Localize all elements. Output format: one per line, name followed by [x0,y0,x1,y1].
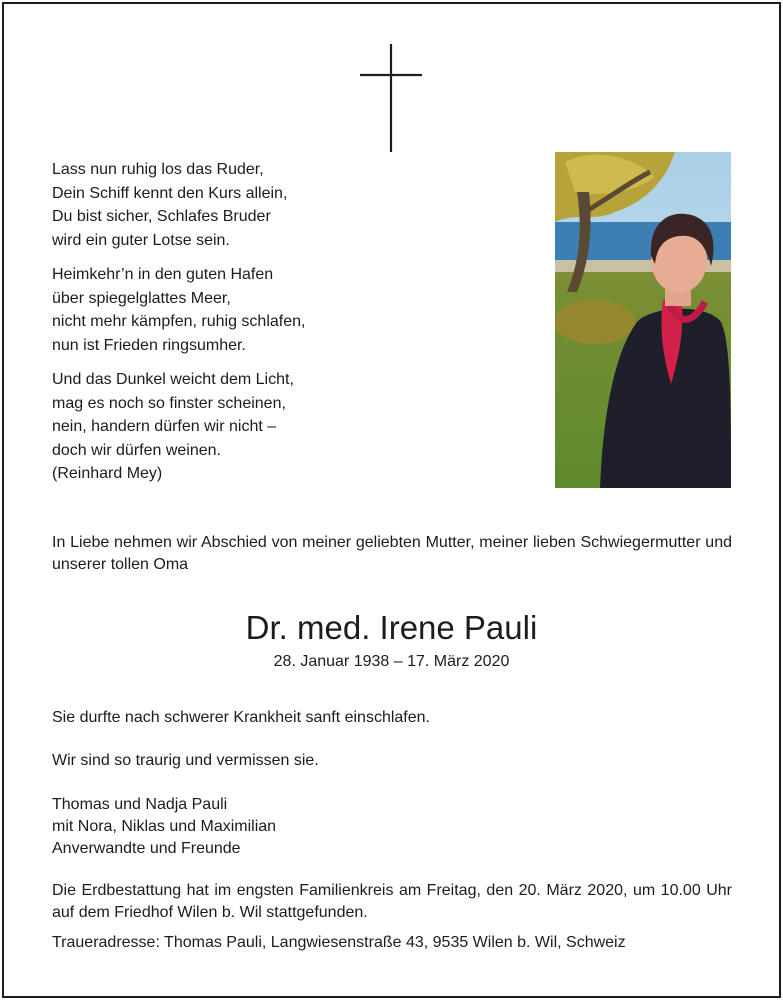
passing-text: Sie durfte nach schwerer Krankheit sanft einschlafen. [52,709,430,726]
poem-line: nein, handern dürfen wir nicht – [52,418,277,435]
poem-line: Lass nun ruhig los das Ruder, [52,161,264,178]
poem-line: nicht mehr kämpfen, ruhig schlafen, [52,313,306,330]
poem [52,158,352,497]
poem-line: Dein Schiff kennt den Kurs allein, [52,184,288,202]
poem-stanza-1 [52,158,352,252]
poem-stanza-2 [52,263,352,357]
family-list [52,794,732,860]
family-line: mit Nora, Niklas und Maximilian [52,818,277,835]
poem-line: Du bist sicher, Schlafes Bruder [52,208,271,225]
mourning-address: Traueradresse: Thomas Pauli, Langwiesenstraße 43, 9535 Wilen b. Wil, Schweiz [52,934,626,951]
portrait-photo [555,152,731,488]
poem-line: nun ist Frieden ringsumher. [52,336,246,354]
mourning-text: Wir sind so traurig und vermissen sie. [52,752,319,769]
intro-text: In Liebe nehmen wir Abschied von meiner geliebten Mutter, meiner lieben Schwiegermutter und unserer tollen Oma [52,534,732,573]
poem-line: über spiegelglattes Meer, [52,289,231,307]
poem-line: wird ein guter Lotse sein. [52,231,230,249]
poem-line: Und das Dunkel weicht dem Licht, [52,371,294,388]
deceased-name: Dr. med. Irene Pauli [245,609,538,646]
cross-icon [358,42,424,154]
funeral-text: Die Erdbestattung hat im engsten Familienkreis am Freitag, den 20. März 2020, um 10.00 Uhr auf dem Friedhof Wilen b. Wil stattgefunden. [52,882,732,921]
poem-attribution: (Reinhard Mey) [52,465,163,482]
poem-line: mag es noch so finster scheinen, [52,394,286,412]
poem-line: Heimkehr’n in den guten Hafen [52,266,274,283]
poem-stanza-3 [52,368,352,486]
family-line: Anverwandte und Freunde [52,840,241,857]
life-dates: 28. Januar 1938 – 17. März 2020 [273,653,510,670]
poem-line: doch wir dürfen weinen. [52,441,221,459]
family-line: Thomas und Nadja Pauli [52,796,228,813]
